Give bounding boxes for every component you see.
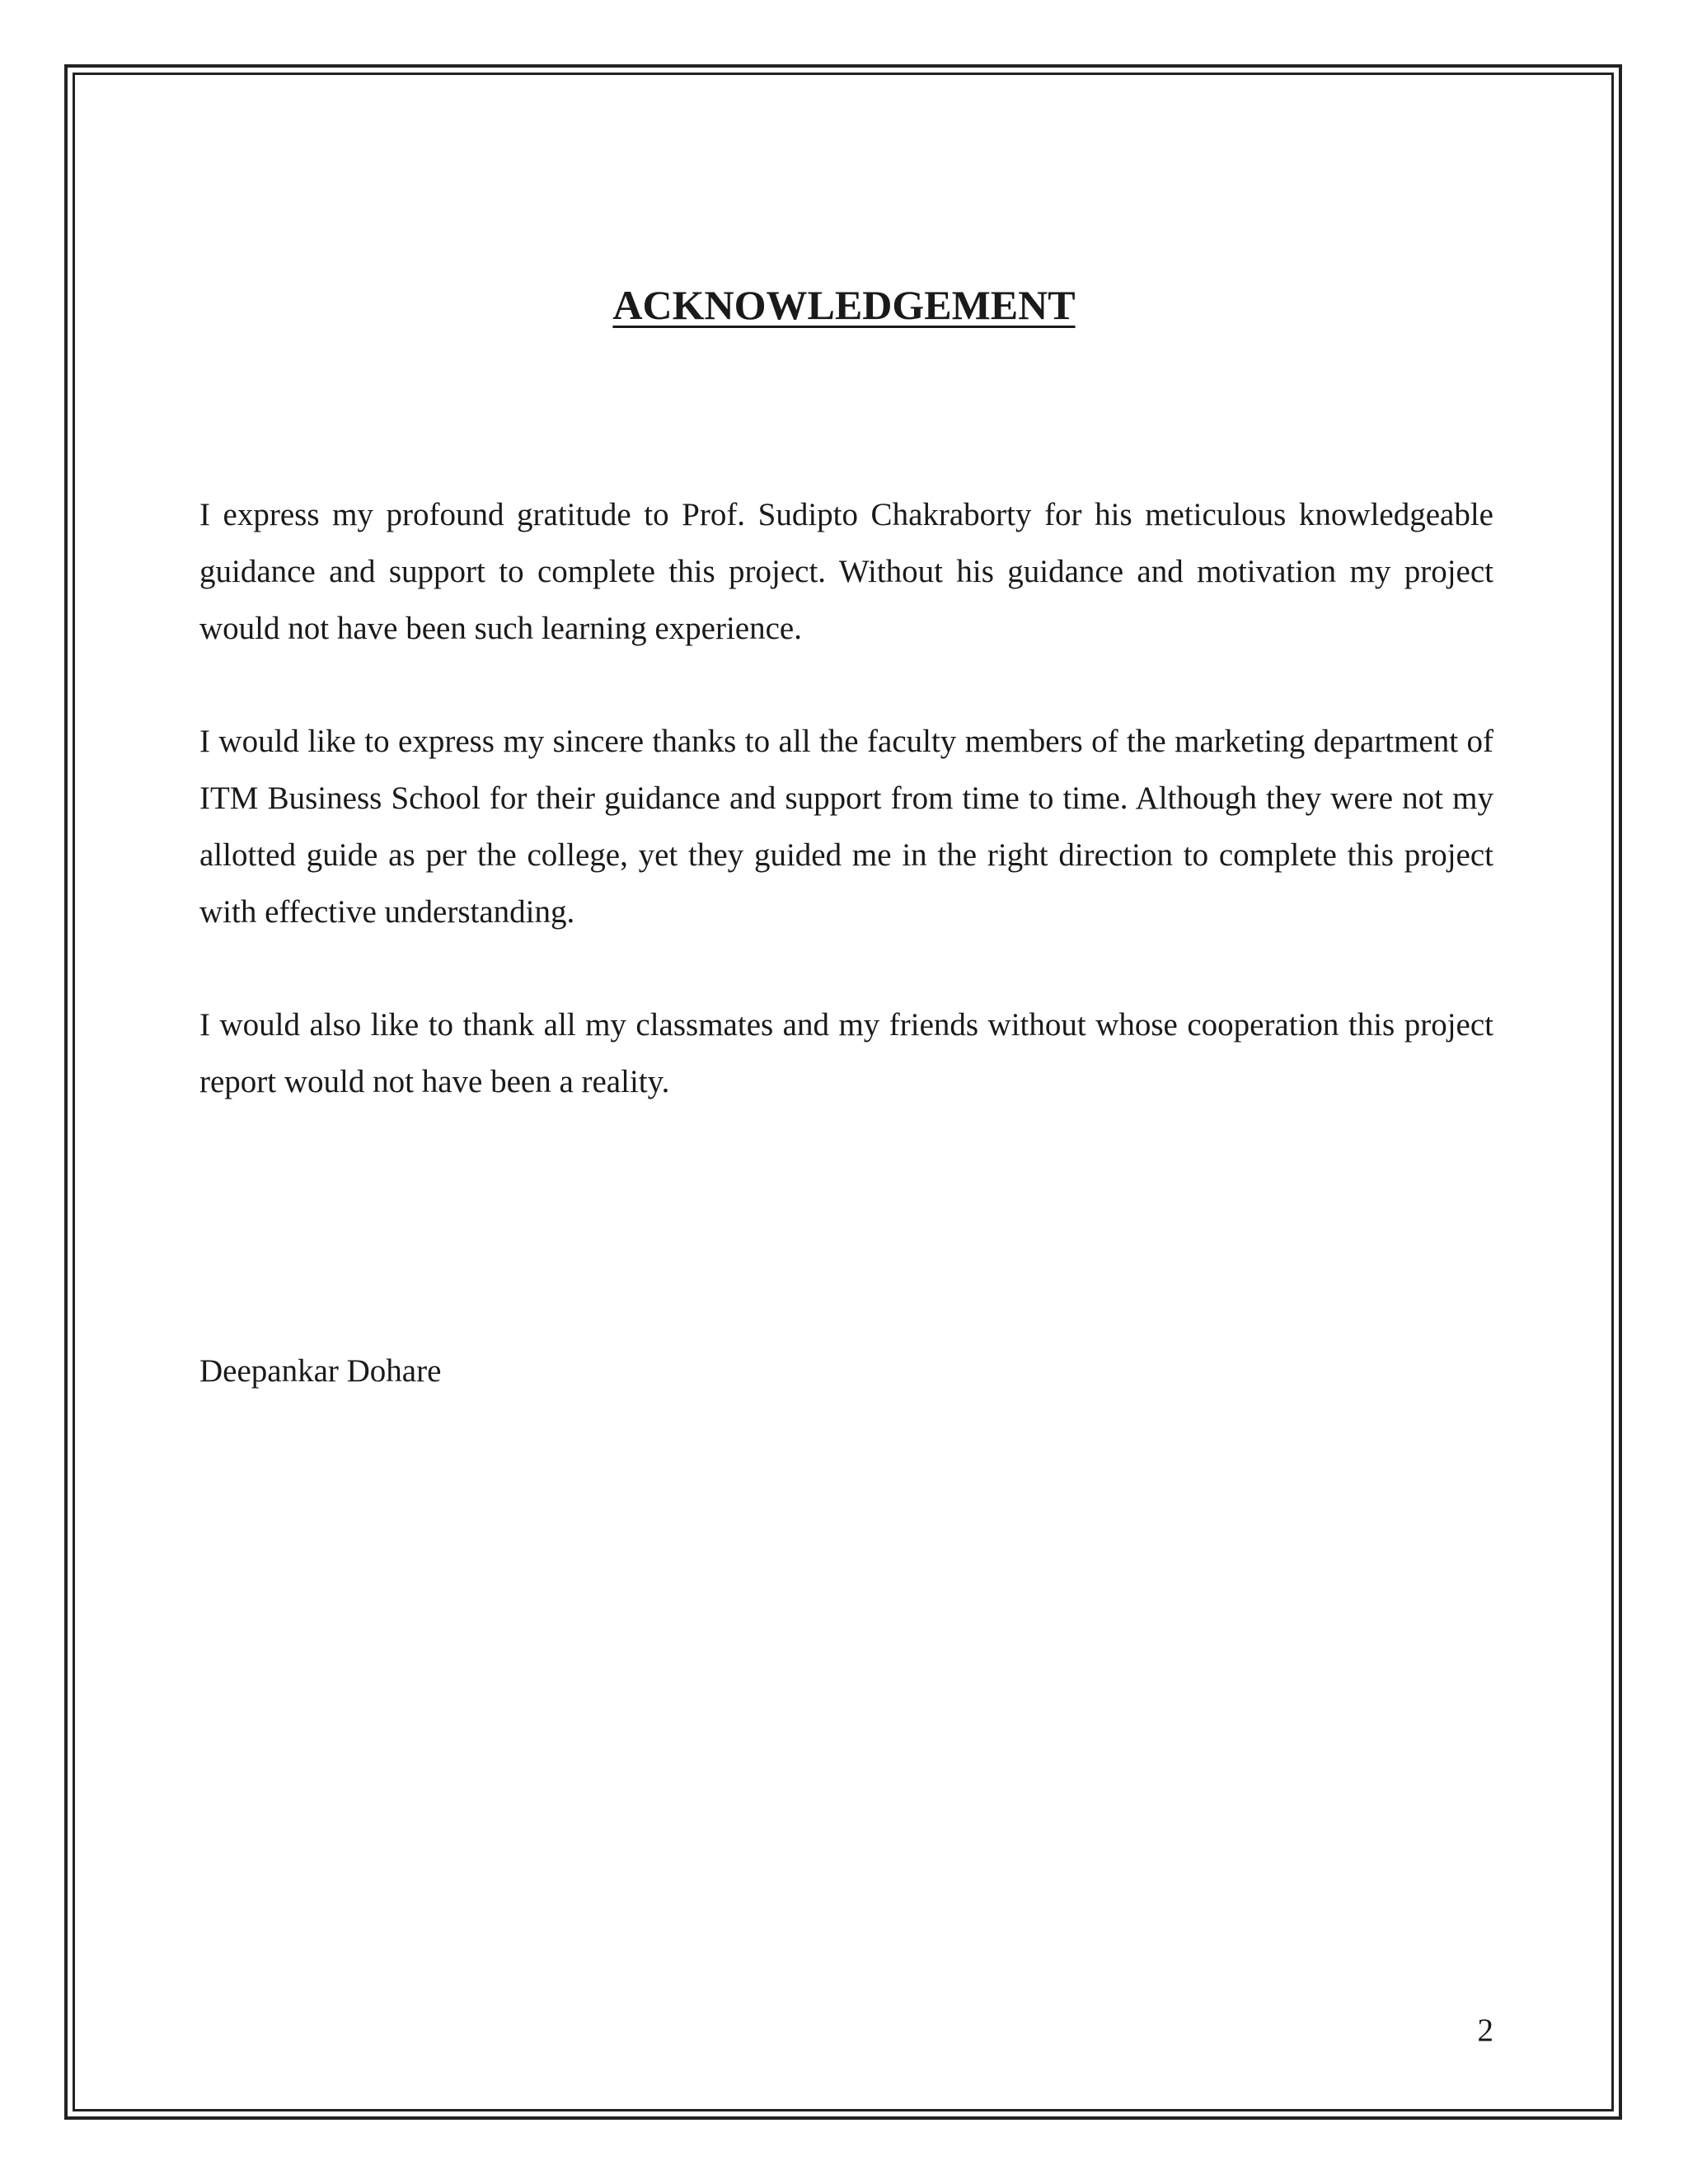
paragraph-gratitude-professor: I express my profound gratitude to Prof. Sudipto Chakraborty for his meticulous knowledgeable guidance and support to complete this project. Without his guidance and motivation my project would not have been such learning experience.	[199, 497, 1493, 646]
page-number: 2	[1477, 2013, 1493, 2048]
paragraph-thanks-classmates: I would also like to thank all my classmates and my friends without whose cooperation this project report would not have been a reality.	[199, 1007, 1493, 1099]
author-signature: Deepankar Dohare	[199, 1353, 442, 1389]
page-title: ACKNOWLEDGEMENT	[612, 282, 1076, 328]
body-text	[199, 486, 1493, 1166]
paragraph-thanks-faculty: I would like to express my sincere thanks to all the faculty members of the marketing department of ITM Business School for their guidance and support from time to time. Although they were not my allotted guide as per the college, yet they guided me in the right direction to complete this project with effective understanding.	[199, 724, 1493, 930]
